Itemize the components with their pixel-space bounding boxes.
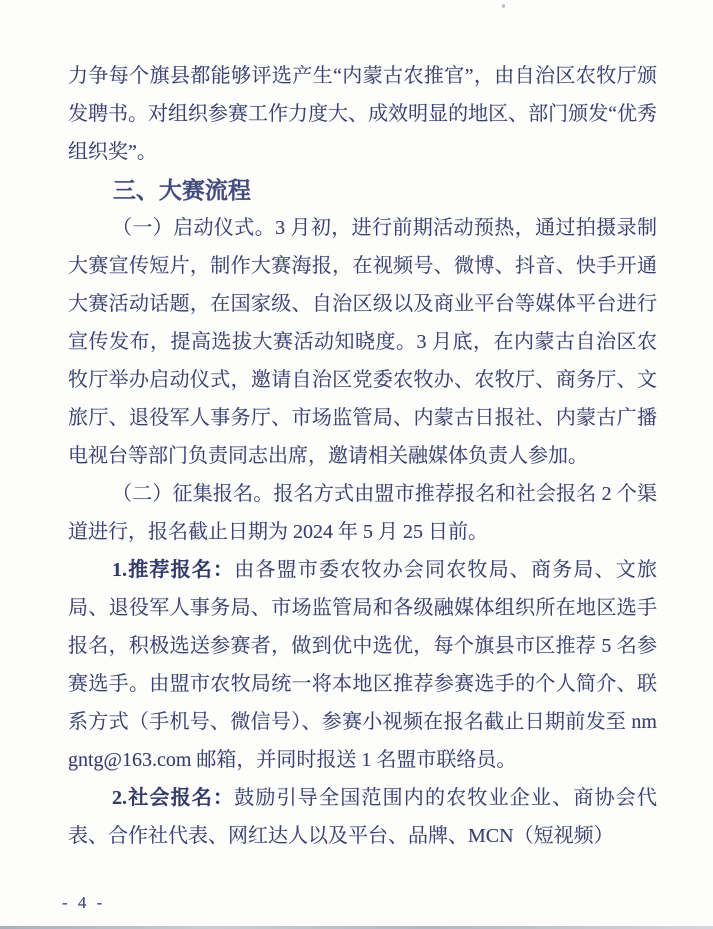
- paragraph-registration: （二）征集报名。报名方式由盟市推荐报名和社会报名 2 个渠道进行，报名截止日期为 2024 年 5 月 25 日前。: [68, 483, 657, 543]
- paragraph-launch-ceremony: （一）启动仪式。3 月初，进行前期活动预热，通过拍摄录制大赛宣传短片，制作大赛海报，在视频号、微博、抖音、快手开通大赛活动话题，在国家级、自治区级以及商业平台等媒体平台进行宣传发布，提高选拔大赛活动知晓度。3 月底，在内蒙古自治区农牧厅举办启动仪式，邀请自治区党委农牧办、农牧厅、商务厅、文旅厅、退役军人事务厅、市场监管局、内蒙古日报社、内蒙古广播电视台等部门负责同志出席，邀请相关融媒体负责人参加。: [68, 217, 657, 467]
- page-number: - 4 -: [62, 893, 106, 912]
- document-body: [68, 57, 657, 855]
- recommend-signup-label: 1.推荐报名：: [112, 559, 235, 581]
- paragraph-social-signup: [68, 779, 657, 855]
- scan-artifact-speck: [502, 4, 505, 8]
- section-heading-contest-process: 三、大赛流程: [112, 177, 251, 203]
- social-signup-label: 2.社会报名：: [112, 787, 235, 809]
- paragraph-recommend-signup: [68, 551, 657, 779]
- paragraph-continuation: 力争每个旗县都能够评选产生“内蒙古农推官”，由自治区农牧厅颁发聘书。对组织参赛工作力度大、成效明显的地区、部门颁发“优秀组织奖”。: [68, 65, 657, 163]
- recommend-signup-text: 由各盟市委农牧办会同农牧局、商务局、文旅局、退役军人事务局、市场监管局和各级融媒体组织所在地区选手报名，积极选送参赛者，做到优中选优，每个旗县市区推荐 5 名参赛选手。由盟市农牧局统一将本地区推荐参赛选手的个人简介、联系方式（手机号、微信号）、参赛小视频在报名截止日期前发至 nmgntg@163.com 邮箱，并同时报送 1 名盟市联络员。: [68, 559, 658, 771]
- social-signup-text: 鼓励引导全国范围内的农牧业企业、商协会代表、合作社代表、网红达人以及平台、品牌、MCN（短视频）: [68, 787, 658, 847]
